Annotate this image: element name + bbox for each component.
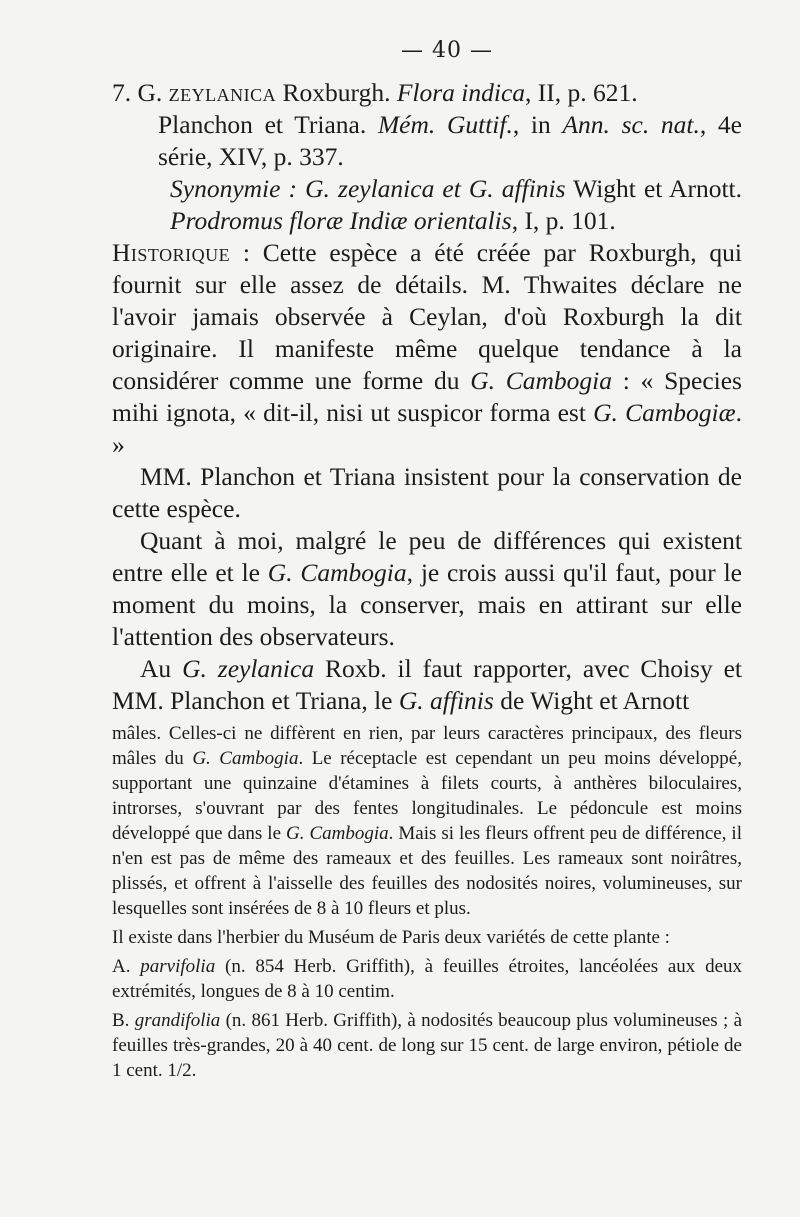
desc-text-1: mâles. Celles-ci ne diffèrent en rien, par leurs caractères principaux, des fleurs mâles du [112, 723, 742, 769]
historique-paragraph-4 [112, 653, 742, 717]
page-content [112, 38, 742, 1083]
synonymy-title: Prodromus floræ Indiæ orientalis [170, 206, 512, 235]
historique-text-1: : Cette espèce a été créée par Roxburgh, qui fournit sur elle assez de détails. M. Thwaites déclare ne l'avoir jamais observée à Ceylan, d'où Roxburgh la dit originaire. Il manifeste même quelque tendance à la considérer comme une forme du [112, 238, 742, 395]
species-name: zeylanica [168, 78, 277, 107]
description-text [112, 721, 742, 1083]
page-number: — 40 — [401, 38, 493, 63]
genus-abbrev: G. [137, 78, 163, 107]
historique-italic-1: G. Cambogia [470, 366, 612, 395]
p4-text-3: de Wight et Arnott [493, 686, 690, 715]
variety-b [112, 1008, 742, 1083]
ref1-title: Flora indica [396, 78, 526, 107]
p4-text-2: Roxb. il faut rapporter, avec Choisy et MM. Planchon et Triana, le [112, 654, 743, 715]
historique-text-2: : « Species mihi ignota, « dit-il, nisi ut suspicor forma est [112, 366, 742, 427]
historique-paragraph-1 [112, 237, 742, 461]
historique-paragraph-2: MM. Planchon et Triana insistent pour la conservation de cette espèce. [112, 462, 742, 523]
ref2-rest: , 4e série, XIV, p. 337. [158, 110, 742, 171]
p3-text-2: , je crois aussi qu'il faut, pour le moment du moins, la conserver, mais en attirant sur elle l'attention des observateurs. [112, 558, 743, 651]
synonymy [112, 173, 742, 237]
p3-italic: G. Cambogia [267, 558, 407, 587]
variety-b-label: B. [112, 1010, 130, 1031]
p4-italic-1: G. zeylanica [182, 654, 315, 683]
entry-number: 7. [112, 78, 132, 107]
ref1-rest: , II, p. 621. [525, 78, 638, 107]
ref2-authors: Planchon et Triana. [158, 110, 367, 139]
desc-italic-1: G. Cambogia [192, 748, 299, 769]
ref2-mid: , in [512, 110, 551, 139]
ref2-journal: Ann. sc. nat. [562, 110, 700, 139]
variety-a-label: A. [112, 956, 131, 977]
synonymy-species: G. zeylanica et G. affinis [305, 174, 566, 203]
variety-b-name: grandifolia [134, 1010, 221, 1031]
historique-label: Historique [112, 238, 231, 267]
desc-italic-2: G. Cambogia [286, 823, 389, 844]
desc-text-3: . Mais si les fleurs offrent peu de différence, il n'en est pas de même des rameaux et des feuilles. Les rameaux sont noirâtres, plissés, et offrent à l'aisselle des feuilles des nodosités noires, volumineuses, sur lesquelles sont insérées de 8 à 10 fleurs et plus. [112, 823, 742, 919]
variety-a [112, 954, 742, 1004]
species-author: Roxburgh. [282, 78, 391, 107]
p3-text-1: Quant à moi, malgré le peu de différences qui existent entre elle et le [112, 526, 742, 587]
historique-italic-2: G. Cambogiæ [593, 398, 736, 427]
p4-italic-2: G. affinis [398, 686, 494, 715]
variety-a-text: (n. 854 Herb. Griffith), à feuilles étroites, lancéolées aux deux extrémités, longues de 8 à 10 centim. [112, 956, 742, 1002]
species-entry [112, 77, 742, 109]
ref2-title: Mém. Guttif. [377, 110, 513, 139]
desc-text-2: . Le réceptacle est cependant un peu moins développé, supportant une quinzaine d'étamines à filets courts, à anthères biloculaires, introrses, s'ouvrant par des fentes longitudinales. Le pédoncule est moins développé que dans le [112, 748, 742, 844]
historique-paragraph-3 [112, 525, 742, 653]
variety-a-name: parvifolia [140, 956, 216, 977]
main-text [112, 77, 742, 717]
variety-b-text: (n. 861 Herb. Griffith), à nodosités beaucoup plus volumineuses ; à feuilles très-grandes, 20 à 40 cent. de long sur 15 cent. de large environ, pétiole de 1 cent. 1/2. [112, 1010, 743, 1081]
synonymy-authors: Wight et Arnott. [573, 174, 743, 203]
description-paragraph-2: Il existe dans l'herbier du Muséum de Paris deux variétés de cette plante : [112, 927, 670, 948]
description-paragraph-1 [112, 721, 742, 921]
p4-text-1: Au [140, 654, 183, 683]
synonymy-rest: , I, p. 101. [511, 206, 616, 235]
synonymy-label: Synonymie : [170, 174, 298, 203]
historique-text-3: . » [112, 398, 742, 459]
species-entry-ref2 [112, 109, 742, 173]
